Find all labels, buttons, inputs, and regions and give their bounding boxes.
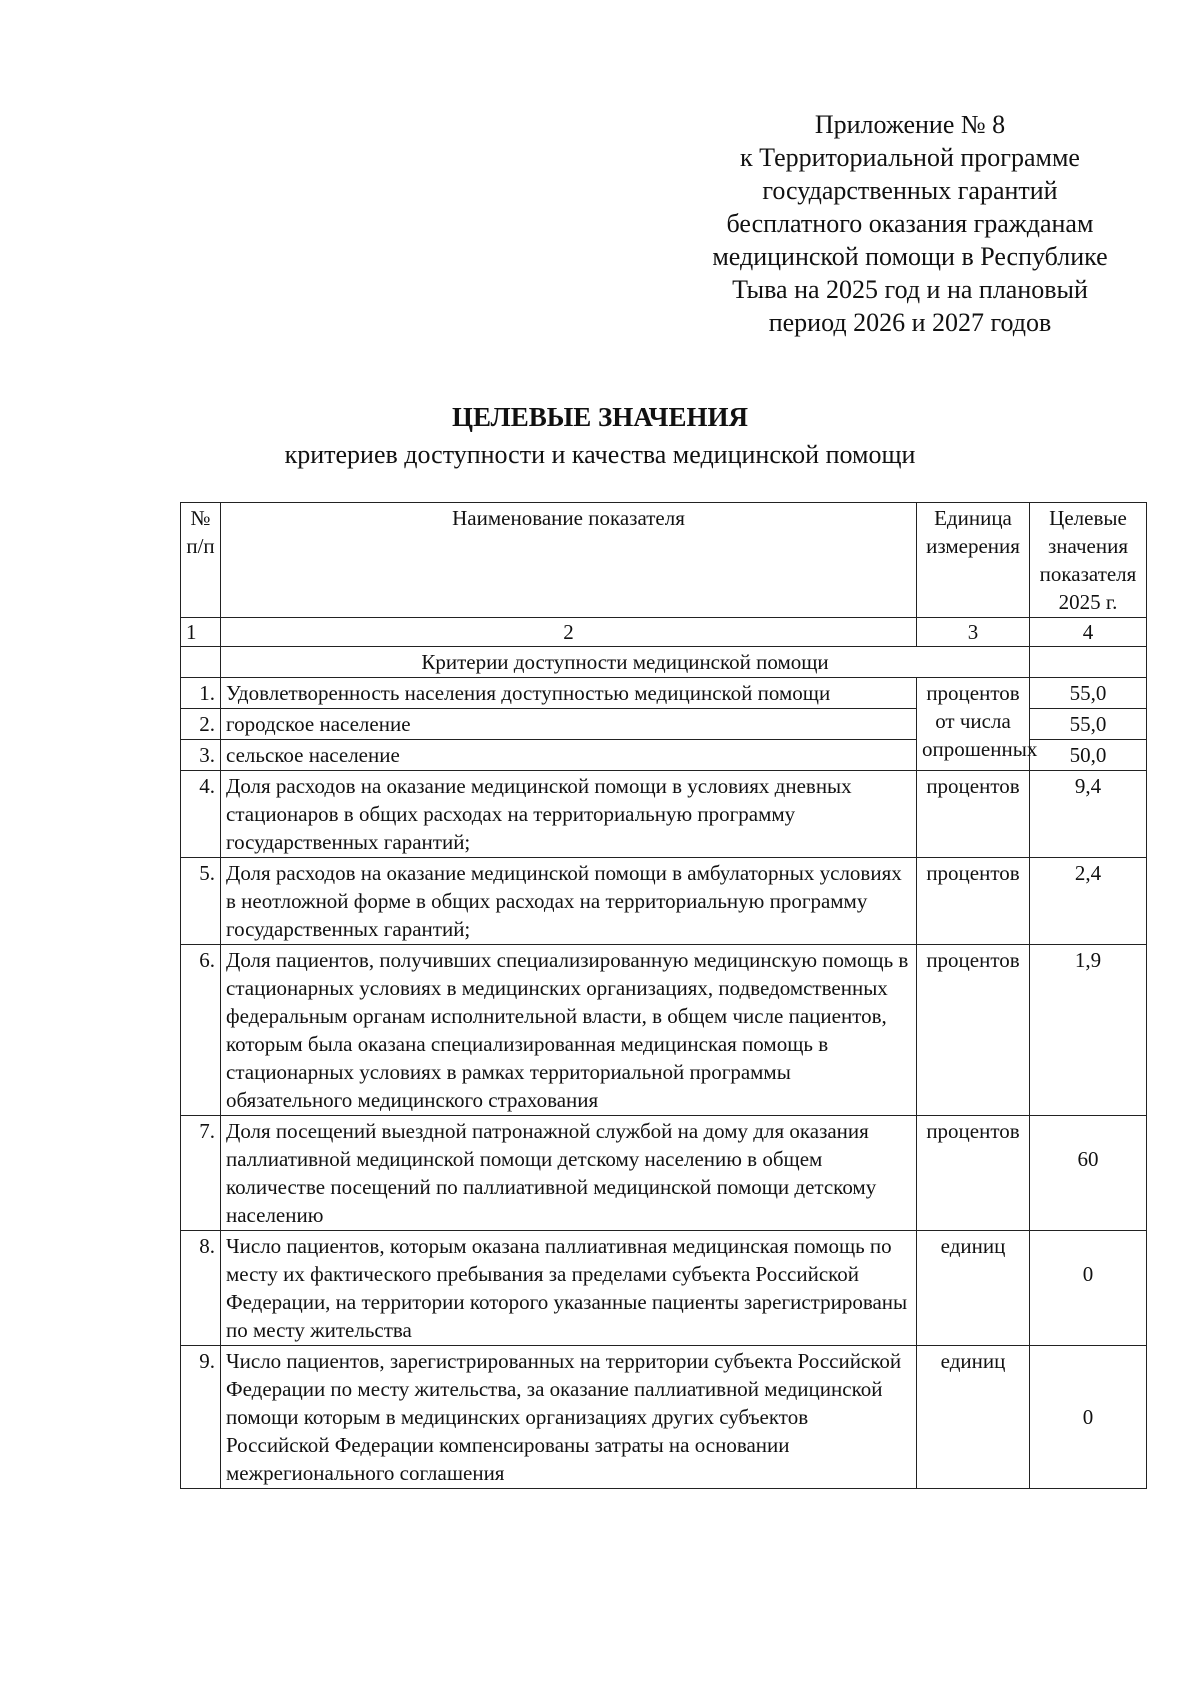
row-num: 8.	[181, 1231, 221, 1346]
table-row	[181, 1346, 1147, 1489]
column-number: 3	[917, 618, 1030, 647]
section-row	[181, 647, 1147, 678]
column-number: 2	[221, 618, 917, 647]
row-value: 55,0	[1030, 678, 1147, 709]
table-row	[181, 1231, 1147, 1346]
row-name: городское население	[221, 709, 917, 740]
row-unit: процентов	[917, 771, 1030, 858]
row-value: 2,4	[1030, 858, 1147, 945]
row-name: Доля посещений выездной патронажной службой на дому для оказания паллиативной медицинской помощи детскому населению в общем количестве посещений по паллиативной медицинской помощи детскому населению	[221, 1116, 917, 1231]
appendix-line: Тыва на 2025 год и на плановый	[732, 275, 1088, 304]
row-name: Доля пациентов, получивших специализированную медицинскую помощь в стационарных условиях в медицинских организациях, подведомственных федеральным органам исполнительной власти, в общем числе пациентов, которым была оказана специализированная медицинская помощь в стационарных условиях в рамках территориальной программы обязательного медицинского страхования	[221, 945, 917, 1116]
row-name: Доля расходов на оказание медицинской помощи в амбулаторных условиях в неотложной форме в общих расходах на территориальную программу государственных гарантий;	[221, 858, 917, 945]
row-value: 0	[1030, 1346, 1147, 1489]
table-row	[181, 678, 1147, 709]
appendix-line: к Территориальной программе	[740, 143, 1080, 172]
row-value: 0	[1030, 1231, 1147, 1346]
row-unit: единиц	[917, 1346, 1030, 1489]
section-empty-cell	[181, 647, 221, 678]
row-num: 5.	[181, 858, 221, 945]
row-value: 9,4	[1030, 771, 1147, 858]
row-value: 1,9	[1030, 945, 1147, 1116]
row-name: Число пациентов, которым оказана паллиативная медицинская помощь по месту их фактического пребывания за пределами субъекта Российской Федерации, на территории которого указанные пациенты зарегистрированы по месту жительства	[221, 1231, 917, 1346]
row-unit: процентов	[917, 858, 1030, 945]
header-name: Наименование показателя	[221, 503, 917, 618]
document-subtitle: критериев доступности и качества медицинской помощи	[284, 440, 916, 469]
row-name: Число пациентов, зарегистрированных на территории субъекта Российской Федерации по месту жительства, за оказание паллиативной медицинской помощи которым в медицинских организациях других субъектов Российской Федерации компенсированы затраты на основании межрегионального соглашения	[221, 1346, 917, 1489]
row-num: 3.	[181, 740, 221, 771]
column-number: 1	[181, 618, 221, 647]
row-name: сельское население	[221, 740, 917, 771]
row-unit: процентов от числа опрошенных	[917, 678, 1030, 771]
row-value: 50,0	[1030, 740, 1147, 771]
row-num: 2.	[181, 709, 221, 740]
row-unit: процентов	[917, 1116, 1030, 1231]
appendix-line: Приложение № 8	[814, 110, 1006, 139]
appendix-header	[690, 108, 1130, 339]
row-unit: процентов	[917, 945, 1030, 1116]
appendix-line: государственных гарантий	[762, 176, 1058, 205]
table-header-row	[181, 503, 1147, 618]
header-value: Целевые значения показателя 2025 г.	[1030, 503, 1147, 618]
row-unit: единиц	[917, 1231, 1030, 1346]
table-row	[181, 771, 1147, 858]
table-row	[181, 945, 1147, 1116]
column-number: 4	[1030, 618, 1147, 647]
appendix-line: период 2026 и 2027 годов	[768, 308, 1052, 337]
section-empty-cell	[1030, 647, 1147, 678]
table-row	[181, 1116, 1147, 1231]
appendix-line: бесплатного оказания гражданам	[726, 209, 1094, 238]
table-row	[181, 858, 1147, 945]
column-number-row	[181, 618, 1147, 647]
criteria-table	[180, 502, 1147, 1489]
section-title: Критерии доступности медицинской помощи	[221, 647, 1030, 678]
row-num: 6.	[181, 945, 221, 1116]
row-value: 55,0	[1030, 709, 1147, 740]
document-title: ЦЕЛЕВЫЕ ЗНАЧЕНИЯ	[451, 402, 749, 432]
appendix-line: медицинской помощи в Республике	[712, 242, 1108, 271]
row-name: Доля расходов на оказание медицинской помощи в условиях дневных стационаров в общих расходах на территориальную программу государственных гарантий;	[221, 771, 917, 858]
row-num: 4.	[181, 771, 221, 858]
row-name: Удовлетворенность населения доступностью медицинской помощи	[221, 678, 917, 709]
row-value: 60	[1030, 1116, 1147, 1231]
row-num: 1.	[181, 678, 221, 709]
header-unit: Единица измерения	[917, 503, 1030, 618]
row-num: 7.	[181, 1116, 221, 1231]
row-num: 9.	[181, 1346, 221, 1489]
header-num: № п/п	[181, 503, 221, 618]
